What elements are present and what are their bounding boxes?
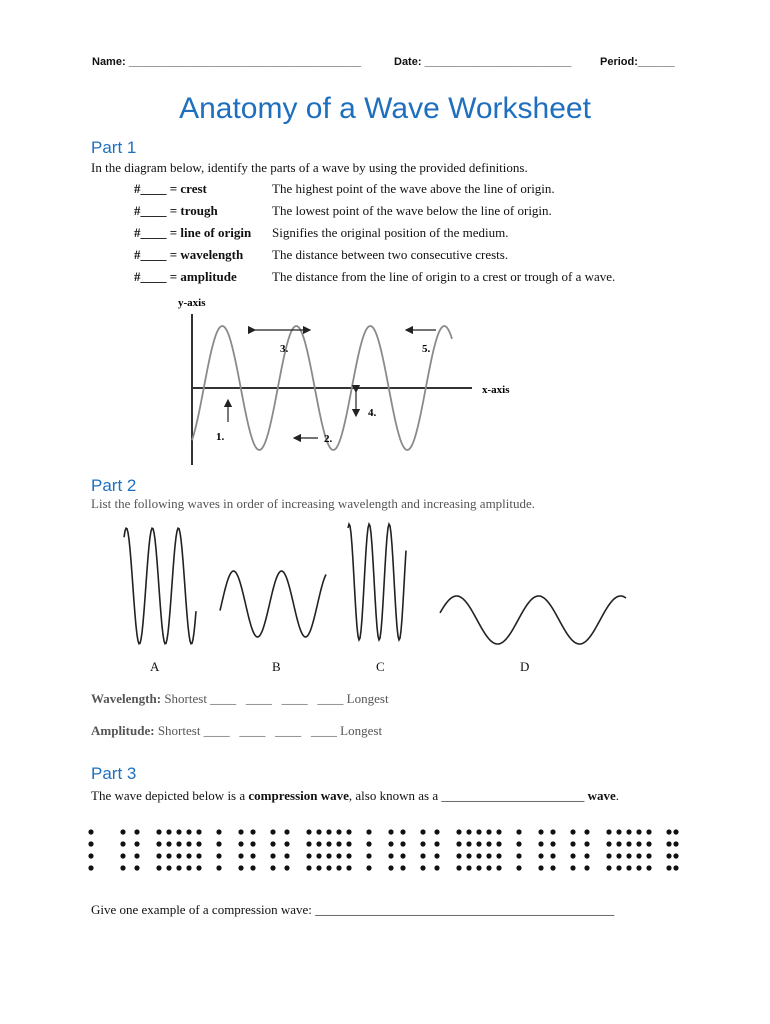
compression-dot (434, 841, 439, 846)
compression-dot (250, 853, 255, 858)
compression-dot (400, 841, 405, 846)
compression-dot (466, 853, 471, 858)
compression-dot (456, 853, 461, 858)
wave-a (124, 528, 196, 644)
compression-dot (496, 829, 501, 834)
compression-dot (186, 841, 191, 846)
wavelength-ordering[interactable]: Wavelength: Shortest ____ ____ ____ ____ Longest (91, 691, 389, 706)
compression-dot (606, 829, 611, 834)
compression-dot (626, 841, 631, 846)
compression-dot (346, 841, 351, 846)
compression-dot (88, 829, 93, 834)
compression-dot (238, 841, 243, 846)
compression-dot (176, 829, 181, 834)
compression-dot (270, 865, 275, 870)
compression-dot (434, 853, 439, 858)
compression-dot (196, 853, 201, 858)
compression-dot (134, 853, 139, 858)
compression-dot (216, 829, 221, 834)
compression-dot (476, 865, 481, 870)
compression-dot (516, 841, 521, 846)
compression-dot (346, 865, 351, 870)
compression-dot (366, 853, 371, 858)
compression-dot (606, 853, 611, 858)
name-field[interactable]: Name: ______________________________________ (92, 56, 362, 68)
compression-dot (420, 841, 425, 846)
compression-dot (238, 853, 243, 858)
part2-heading: Part 2 (91, 476, 137, 495)
compression-dot (238, 865, 243, 870)
compression-dot (284, 829, 289, 834)
compression-dot (476, 853, 481, 858)
compression-dot (616, 865, 621, 870)
compression-dot (646, 853, 651, 858)
term-trough: #____ = trough (134, 203, 218, 218)
compression-dot (316, 841, 321, 846)
compression-dot (538, 865, 543, 870)
compression-dot (284, 853, 289, 858)
compression-dot (316, 829, 321, 834)
compression-dot (584, 865, 589, 870)
compression-wave-blank[interactable]: ______________________ (441, 788, 585, 803)
compression-dot (666, 865, 671, 870)
compression-dot (646, 829, 651, 834)
compression-dot (120, 841, 125, 846)
compression-dot (166, 829, 171, 834)
compression-dot (626, 853, 631, 858)
compression-dot (270, 853, 275, 858)
compression-dot (336, 865, 341, 870)
compression-dot (550, 853, 555, 858)
compression-dot (326, 853, 331, 858)
compression-dot (250, 841, 255, 846)
compression-dot (238, 829, 243, 834)
wave-label-c: C (376, 659, 385, 674)
compression-dot (673, 865, 678, 870)
part3-heading: Part 3 (91, 764, 137, 783)
compression-dot (400, 853, 405, 858)
wave-d (440, 596, 626, 644)
compression-dot (156, 853, 161, 858)
diagram-label-1: 1. (216, 431, 225, 443)
compression-dot (570, 853, 575, 858)
compression-dot (538, 853, 543, 858)
compression-dot (176, 841, 181, 846)
compression-dot (270, 841, 275, 846)
compression-dot (156, 841, 161, 846)
x-axis-label: x-axis (482, 384, 510, 396)
compression-dot (88, 865, 93, 870)
compression-dot (616, 841, 621, 846)
compression-dot (366, 841, 371, 846)
compression-dot (250, 829, 255, 834)
wave-label-b: B (272, 659, 281, 674)
compression-dot (186, 865, 191, 870)
compression-dot (476, 841, 481, 846)
compression-dot (673, 841, 678, 846)
compression-dot (216, 853, 221, 858)
compression-dot (666, 829, 671, 834)
compression-dot (570, 841, 575, 846)
term-crest: #____ = crest (134, 181, 207, 196)
compression-dot (366, 829, 371, 834)
compression-dot (420, 829, 425, 834)
compression-dot (196, 829, 201, 834)
compression-dot (316, 865, 321, 870)
compression-dot (646, 841, 651, 846)
definition-trough: The lowest point of the wave below the line of origin. (272, 203, 552, 218)
compression-dot (434, 829, 439, 834)
compression-dot (666, 853, 671, 858)
diagram-label-4: 4. (368, 407, 377, 419)
wave-c (348, 524, 406, 640)
compression-dot (496, 853, 501, 858)
compression-dot (584, 841, 589, 846)
compression-dot (466, 865, 471, 870)
compression-dot (400, 829, 405, 834)
amplitude-ordering[interactable]: Amplitude: Shortest ____ ____ ____ ____ Longest (91, 723, 383, 738)
compression-dot (336, 829, 341, 834)
compression-dot (400, 865, 405, 870)
waves-comparison (110, 518, 640, 660)
date-field[interactable]: Date: ________________________ (394, 56, 572, 68)
compression-dot (216, 841, 221, 846)
compression-dot (550, 829, 555, 834)
part2-instructions: List the following waves in order of increasing wavelength and increasing amplitude. (91, 496, 536, 511)
compression-dot (336, 841, 341, 846)
compression-dot (196, 841, 201, 846)
compression-dot (636, 853, 641, 858)
compression-dot (120, 865, 125, 870)
compression-dot (538, 841, 543, 846)
compression-dot (120, 853, 125, 858)
compression-dot (134, 829, 139, 834)
compression-example-line[interactable]: Give one example of a compression wave: ______________________________________________ (91, 902, 615, 917)
compression-dot (616, 829, 621, 834)
y-axis-label: y-axis (178, 297, 206, 309)
compression-dot (516, 853, 521, 858)
compression-dot (134, 865, 139, 870)
compression-dot (486, 853, 491, 858)
compression-dot (166, 865, 171, 870)
compression-dot (420, 853, 425, 858)
wave-anatomy-diagram (170, 290, 530, 470)
compression-dot (456, 841, 461, 846)
compression-dot (284, 865, 289, 870)
compression-dot (388, 829, 393, 834)
compression-dot (466, 841, 471, 846)
compression-dot (486, 829, 491, 834)
compression-example-blank: ______________________________________________ (315, 902, 615, 917)
compression-dot (606, 841, 611, 846)
compression-dot (156, 829, 161, 834)
compression-dot (326, 865, 331, 870)
compression-dot (466, 829, 471, 834)
compression-dot (570, 829, 575, 834)
compression-dot (270, 829, 275, 834)
compression-dot (636, 865, 641, 870)
compression-dot (306, 829, 311, 834)
compression-dot (186, 853, 191, 858)
compression-dot (176, 853, 181, 858)
definition-amplitude: The distance from the line of origin to a crest or trough of a wave. (272, 269, 616, 284)
wave-label-a: A (150, 659, 160, 674)
compression-dot (388, 865, 393, 870)
definition-line-of-origin: Signifies the original position of the medium. (272, 225, 509, 240)
compression-dot (486, 841, 491, 846)
compression-dot (666, 841, 671, 846)
compression-dot (216, 865, 221, 870)
wave-b (220, 571, 326, 637)
part1-instructions: In the diagram below, identify the parts of a wave by using the provided definitions. (91, 160, 528, 175)
compression-dot (476, 829, 481, 834)
compression-dot (550, 841, 555, 846)
diagram-label-2: 2. (324, 433, 333, 445)
compression-dot (636, 841, 641, 846)
term-amplitude: #____ = amplitude (134, 269, 237, 284)
compression-dot (134, 841, 139, 846)
compression-dot (346, 829, 351, 834)
compression-dot (626, 829, 631, 834)
compression-dot (196, 865, 201, 870)
compression-dot (176, 865, 181, 870)
compression-dot (346, 853, 351, 858)
compression-dot (326, 829, 331, 834)
compression-dot (420, 865, 425, 870)
compression-dot (316, 853, 321, 858)
compression-dot (456, 865, 461, 870)
compression-dot (516, 865, 521, 870)
compression-dot (166, 841, 171, 846)
compression-dot (156, 865, 161, 870)
compression-dot (584, 829, 589, 834)
compression-dot (646, 865, 651, 870)
compression-dot (120, 829, 125, 834)
compression-wave-dots (85, 822, 685, 878)
compression-dot (88, 853, 93, 858)
term-line-of-origin: #____ = line of origin (134, 225, 252, 240)
compression-dot (673, 829, 678, 834)
diagram-label-5: 5. (422, 343, 431, 355)
compression-dot (496, 865, 501, 870)
compression-dot (388, 853, 393, 858)
wave-label-d: D (520, 659, 530, 674)
compression-dot (606, 865, 611, 870)
compression-dot (516, 829, 521, 834)
compression-dot (486, 865, 491, 870)
compression-dot (388, 841, 393, 846)
compression-dot (538, 829, 543, 834)
compression-dot (250, 865, 255, 870)
definition-crest: The highest point of the wave above the line of origin. (272, 181, 555, 196)
compression-wave-sentence: The wave depicted below is a compression wave, also known as a ______________________ wave. (91, 788, 620, 803)
compression-dot (306, 841, 311, 846)
compression-dot (456, 829, 461, 834)
part1-heading: Part 1 (91, 138, 137, 157)
definition-wavelength: The distance between two consecutive crests. (272, 247, 509, 262)
compression-dot (434, 865, 439, 870)
compression-dot (166, 853, 171, 858)
compression-dot (336, 853, 341, 858)
compression-dot (626, 865, 631, 870)
period-field[interactable]: Period:______ (600, 56, 675, 68)
compression-dot (306, 853, 311, 858)
compression-dot (186, 829, 191, 834)
compression-dot (673, 853, 678, 858)
term-wavelength: #____ = wavelength (134, 247, 244, 262)
compression-dot (284, 841, 289, 846)
compression-dot (636, 829, 641, 834)
compression-dot (550, 865, 555, 870)
compression-dot (496, 841, 501, 846)
compression-dot (88, 841, 93, 846)
compression-dot (326, 841, 331, 846)
diagram-label-3: 3. (280, 343, 289, 355)
compression-dot (306, 865, 311, 870)
compression-dot (616, 853, 621, 858)
compression-dot (570, 865, 575, 870)
compression-dot (366, 865, 371, 870)
page-title: Anatomy of a Wave Worksheet (179, 92, 591, 125)
compression-dot (584, 853, 589, 858)
